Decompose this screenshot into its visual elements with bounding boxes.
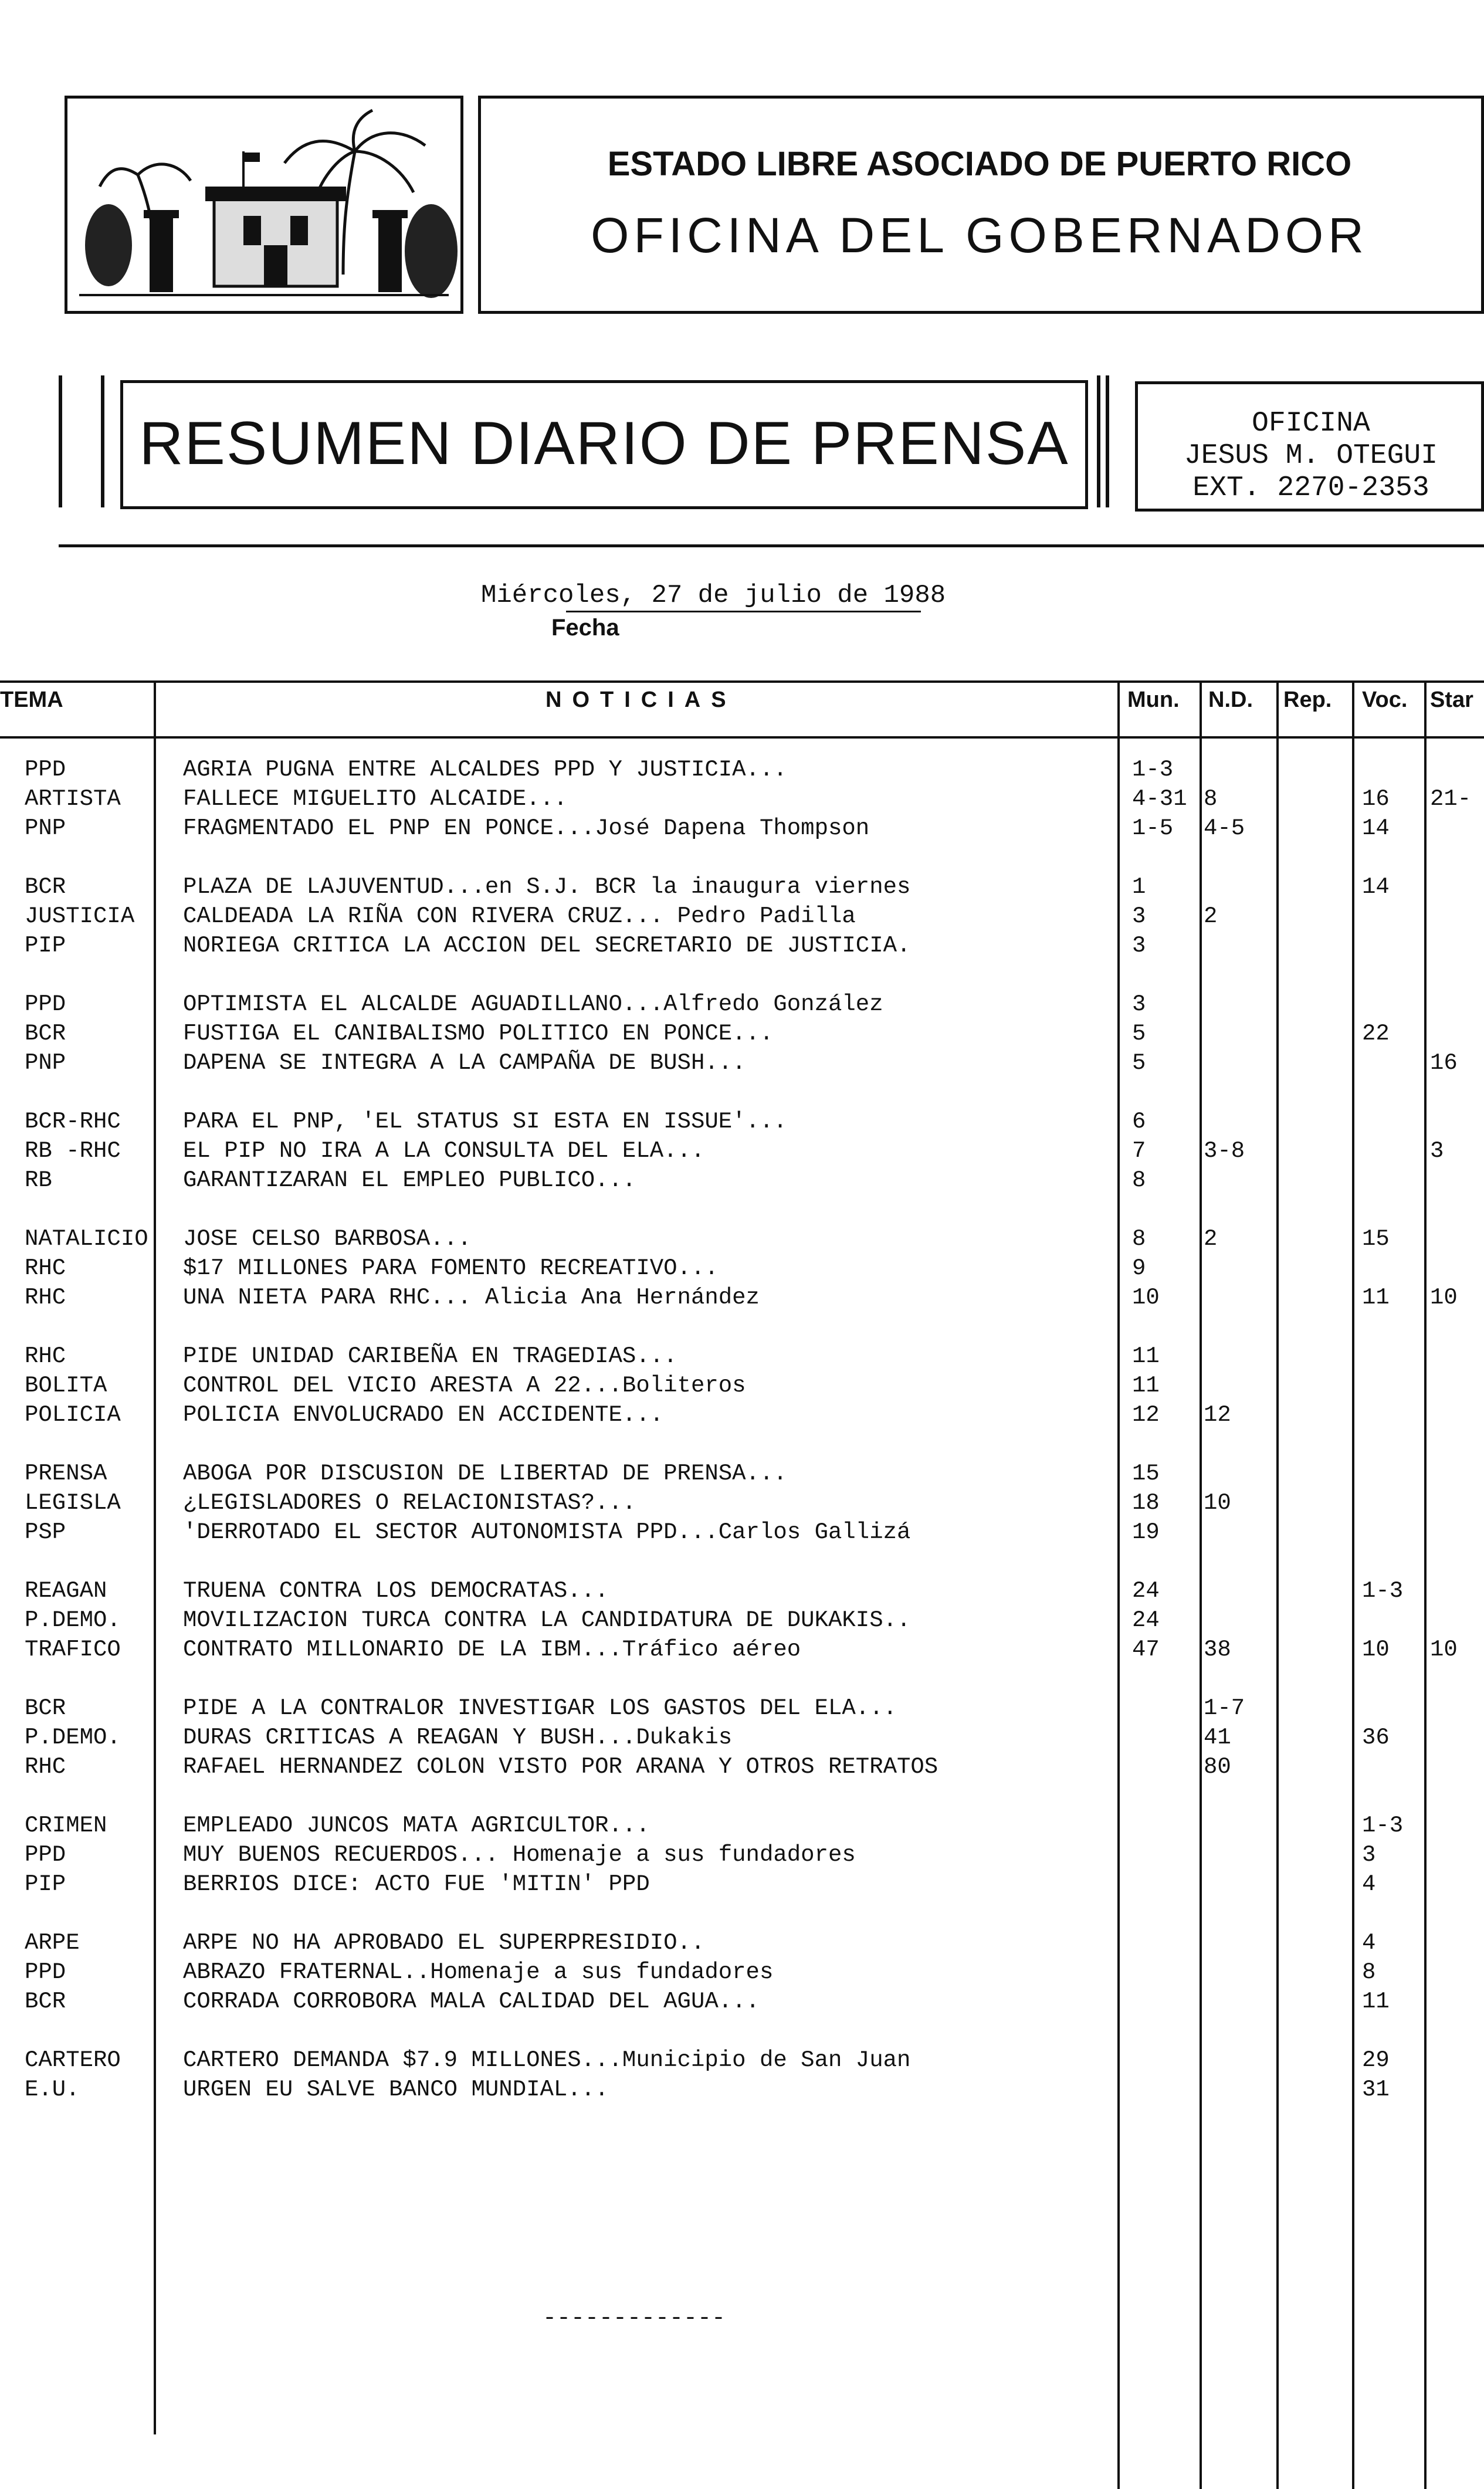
row-star: 21-	[1430, 786, 1472, 812]
report-title: RESUMEN DIARIO DE PRENSA	[139, 409, 1069, 478]
row-star: 16	[1430, 1050, 1458, 1076]
table-row	[0, 1959, 1484, 1989]
report-title-box	[120, 380, 1088, 509]
row-tema: BCR	[25, 1021, 66, 1047]
row-noticia: EMPLEADO JUNCOS MATA AGRICULTOR...	[183, 1813, 650, 1838]
row-mun: 24	[1132, 1607, 1160, 1633]
row-noticia: URGEN EU SALVE BANCO MUNDIAL...	[183, 2077, 609, 2102]
date-underline	[566, 611, 921, 612]
row-mun: 47	[1132, 1637, 1160, 1662]
table-row	[0, 1343, 1484, 1373]
row-noticia: ¿LEGISLADORES O RELACIONISTAS?...	[183, 1490, 636, 1516]
row-tema: BCR	[25, 1989, 66, 2014]
row-noticia: CORRADA CORROBORA MALA CALIDAD DEL AGUA...	[183, 1989, 760, 2014]
row-noticia: CONTRATO MILLONARIO DE LA IBM...Tráfico aéreo	[183, 1637, 801, 1662]
row-tema: RHC	[25, 1255, 66, 1281]
row-tema: PRENSA	[25, 1461, 107, 1486]
row-nd: 1-7	[1204, 1695, 1245, 1721]
row-noticia: PIDE UNIDAD CARIBEÑA EN TRAGEDIAS...	[183, 1343, 677, 1369]
office-contact-name: JESUS M. OTEGUI	[1184, 440, 1438, 472]
row-mun: 24	[1132, 1578, 1160, 1604]
table-row	[0, 1695, 1484, 1725]
row-noticia: ABRAZO FRATERNAL..Homenaje a sus fundadores	[183, 1959, 774, 1985]
row-voc: 1-3	[1362, 1578, 1404, 1604]
header-divider	[59, 544, 1484, 547]
row-mun: 8	[1132, 1226, 1146, 1252]
row-mun: 11	[1132, 1343, 1160, 1369]
row-noticia: ABOGA POR DISCUSION DE LIBERTAD DE PRENSA...	[183, 1461, 787, 1486]
row-nd: 2	[1204, 1226, 1218, 1252]
fortaleza-engraving-image	[67, 99, 460, 311]
row-noticia: $17 MILLONES PARA FOMENTO RECREATIVO...	[183, 1255, 719, 1281]
table-row	[0, 1167, 1484, 1197]
table-row	[0, 1490, 1484, 1519]
row-tema: PPD	[25, 757, 66, 783]
table-row	[0, 933, 1484, 962]
title-right-rule-2	[1106, 375, 1109, 507]
table-row	[0, 2047, 1484, 2077]
row-noticia: CARTERO DEMANDA $7.9 MILLONES...Municipio de San Juan	[183, 2047, 911, 2073]
row-tema: PPD	[25, 991, 66, 1017]
col-header-nd: N.D.	[1208, 688, 1253, 712]
table-row	[0, 1813, 1484, 1842]
table-row	[0, 1637, 1484, 1666]
table-row	[0, 874, 1484, 903]
table-row	[0, 1109, 1484, 1138]
office-extension: EXT. 2270-2353	[1192, 472, 1429, 504]
row-nd: 3-8	[1204, 1138, 1245, 1164]
row-tema: RHC	[25, 1343, 66, 1369]
row-tema: P.DEMO.	[25, 1725, 121, 1750]
row-noticia: TRUENA CONTRA LOS DEMOCRATAS...	[183, 1578, 609, 1604]
table-row	[0, 1989, 1484, 2018]
row-mun: 18	[1132, 1490, 1160, 1516]
row-voc: 22	[1362, 1021, 1390, 1047]
row-mun: 15	[1132, 1461, 1160, 1486]
row-mun: 6	[1132, 1109, 1146, 1135]
table-row	[0, 1226, 1484, 1255]
row-mun: 19	[1132, 1519, 1160, 1545]
col-header-voc: Voc.	[1362, 688, 1408, 712]
row-noticia: BERRIOS DICE: ACTO FUE 'MITIN' PPD	[183, 1871, 650, 1897]
row-noticia: FALLECE MIGUELITO ALCAIDE...	[183, 786, 568, 812]
row-noticia: DAPENA SE INTEGRA A LA CAMPAÑA DE BUSH...	[183, 1050, 746, 1076]
row-mun: 4-31	[1132, 786, 1187, 812]
table-row	[0, 1578, 1484, 1607]
row-tema: JUSTICIA	[25, 903, 135, 929]
row-mun: 3	[1132, 903, 1146, 929]
table-row	[0, 1842, 1484, 1871]
date-label: Fecha	[551, 615, 619, 641]
row-nd: 2	[1204, 903, 1218, 929]
office-contact-box	[1135, 381, 1484, 512]
table-row	[0, 991, 1484, 1021]
row-noticia: PLAZA DE LAJUVENTUD...en S.J. BCR la inaugura viernes	[183, 874, 911, 900]
row-mun: 5	[1132, 1050, 1146, 1076]
row-noticia: OPTIMISTA EL ALCALDE AGUADILLANO...Alfredo González	[183, 991, 883, 1017]
table-row	[0, 1754, 1484, 1783]
row-tema: E.U.	[25, 2077, 80, 2102]
row-nd: 4-5	[1204, 815, 1245, 841]
col-header-star: Star	[1430, 688, 1473, 712]
logo-box	[65, 96, 463, 314]
row-voc: 1-3	[1362, 1813, 1404, 1838]
row-tema: RHC	[25, 1285, 66, 1310]
row-voc: 11	[1362, 1989, 1390, 2014]
table-row	[0, 1725, 1484, 1754]
table-row	[0, 1461, 1484, 1490]
title-left-rule-1	[59, 375, 62, 507]
row-voc: 11	[1362, 1285, 1390, 1310]
row-noticia: MOVILIZACION TURCA CONTRA LA CANDIDATURA DE DUKAKIS..	[183, 1607, 911, 1633]
row-mun: 3	[1132, 991, 1146, 1017]
row-voc: 10	[1362, 1637, 1390, 1662]
row-noticia: FRAGMENTADO EL PNP EN PONCE...José Dapena Thompson	[183, 815, 870, 841]
row-mun: 7	[1132, 1138, 1146, 1164]
state-name: ESTADO LIBRE ASOCIADO DE PUERTO RICO	[607, 145, 1352, 183]
row-noticia: GARANTIZARAN EL EMPLEO PUBLICO...	[183, 1167, 636, 1193]
row-tema: RB -RHC	[25, 1138, 121, 1164]
row-noticia: UNA NIETA PARA RHC... Alicia Ana Hernández	[183, 1285, 760, 1310]
table-row	[0, 1373, 1484, 1402]
office-name: OFICINA DEL GOBERNADOR	[591, 208, 1368, 263]
row-noticia: AGRIA PUGNA ENTRE ALCALDES PPD Y JUSTICIA...	[183, 757, 787, 783]
row-tema: PNP	[25, 815, 66, 841]
row-tema: PPD	[25, 1842, 66, 1868]
row-noticia: EL PIP NO IRA A LA CONSULTA DEL ELA...	[183, 1138, 705, 1164]
row-noticia: FUSTIGA EL CANIBALISMO POLITICO EN PONCE...	[183, 1021, 774, 1047]
row-noticia: PIDE A LA CONTRALOR INVESTIGAR LOS GASTOS DEL ELA...	[183, 1695, 897, 1721]
table-row	[0, 1871, 1484, 1901]
row-noticia: MUY BUENOS RECUERDOS... Homenaje a sus fundadores	[183, 1842, 856, 1868]
row-tema: TRAFICO	[25, 1637, 121, 1662]
row-voc: 8	[1362, 1959, 1376, 1985]
table-row	[0, 1607, 1484, 1637]
row-tema: POLICIA	[25, 1402, 121, 1428]
table-row	[0, 903, 1484, 933]
row-noticia: JOSE CELSO BARBOSA...	[183, 1226, 472, 1252]
row-tema: RHC	[25, 1754, 66, 1780]
row-voc: 16	[1362, 786, 1390, 812]
row-tema: ARTISTA	[25, 786, 121, 812]
table-row	[0, 1285, 1484, 1314]
row-star: 3	[1430, 1138, 1444, 1164]
row-mun: 12	[1132, 1402, 1160, 1428]
row-mun: 1-3	[1132, 757, 1174, 783]
row-nd: 41	[1204, 1725, 1231, 1750]
row-tema: LEGISLA	[25, 1490, 121, 1516]
row-mun: 1-5	[1132, 815, 1174, 841]
table-row	[0, 1930, 1484, 1959]
table-row	[0, 786, 1484, 815]
row-voc: 31	[1362, 2077, 1390, 2102]
col-header-rep: Rep.	[1283, 688, 1332, 712]
row-tema: RB	[25, 1167, 52, 1193]
row-tema: ARPE	[25, 1930, 80, 1956]
row-mun: 3	[1132, 933, 1146, 959]
row-noticia: CALDEADA LA RIÑA CON RIVERA CRUZ... Pedro Padilla	[183, 903, 856, 929]
row-nd: 38	[1204, 1637, 1231, 1662]
row-noticia: NORIEGA CRITICA LA ACCION DEL SECRETARIO DE JUSTICIA.	[183, 933, 911, 959]
row-voc: 15	[1362, 1226, 1390, 1252]
row-voc: 29	[1362, 2047, 1390, 2073]
col-header-mun: Mun.	[1127, 688, 1180, 712]
col-header-tema: TEMA	[0, 688, 63, 712]
table-row	[0, 1402, 1484, 1431]
agency-header-box	[478, 96, 1484, 314]
row-nd: 12	[1204, 1402, 1231, 1428]
col-header-noticias: NOTICIAS	[546, 688, 737, 712]
table-row	[0, 1050, 1484, 1079]
row-tema: BCR	[25, 1695, 66, 1721]
footer-rule: -------------	[543, 2305, 726, 2332]
row-voc: 36	[1362, 1725, 1390, 1750]
row-tema: BOLITA	[25, 1373, 107, 1398]
row-tema: PNP	[25, 1050, 66, 1076]
table-header-rule	[0, 736, 1484, 739]
row-tema: PSP	[25, 1519, 66, 1545]
row-tema: BCR-RHC	[25, 1109, 121, 1135]
row-voc: 4	[1362, 1871, 1376, 1897]
row-noticia: CONTROL DEL VICIO ARESTA A 22...Boliteros	[183, 1373, 746, 1398]
report-date: Miércoles, 27 de julio de 1988	[481, 581, 946, 610]
row-tema: PIP	[25, 933, 66, 959]
row-nd: 8	[1204, 786, 1218, 812]
row-noticia: 'DERROTADO EL SECTOR AUTONOMISTA PPD...Carlos Gallizá	[183, 1519, 911, 1545]
table-top-rule	[0, 680, 1484, 683]
row-tema: REAGAN	[25, 1578, 107, 1604]
row-mun: 8	[1132, 1167, 1146, 1193]
row-nd: 10	[1204, 1490, 1231, 1516]
table-row	[0, 2077, 1484, 2106]
row-tema: PPD	[25, 1959, 66, 1985]
row-voc: 14	[1362, 815, 1390, 841]
row-tema: P.DEMO.	[25, 1607, 121, 1633]
row-noticia: PARA EL PNP, 'EL STATUS SI ESTA EN ISSUE'...	[183, 1109, 787, 1135]
row-tema: CRIMEN	[25, 1813, 107, 1838]
table-row	[0, 1255, 1484, 1285]
row-mun: 9	[1132, 1255, 1146, 1281]
row-noticia: RAFAEL HERNANDEZ COLON VISTO POR ARANA Y OTROS RETRATOS	[183, 1754, 938, 1780]
table-row	[0, 815, 1484, 845]
row-noticia: POLICIA ENVOLUCRADO EN ACCIDENTE...	[183, 1402, 664, 1428]
row-star: 10	[1430, 1637, 1458, 1662]
row-mun: 10	[1132, 1285, 1160, 1310]
row-mun: 11	[1132, 1373, 1160, 1398]
row-tema: NATALICIO	[25, 1226, 148, 1252]
row-mun: 1	[1132, 874, 1146, 900]
row-voc: 3	[1362, 1842, 1376, 1868]
row-voc: 14	[1362, 874, 1390, 900]
table-row	[0, 757, 1484, 786]
title-right-rule-1	[1097, 375, 1100, 507]
row-noticia: ARPE NO HA APROBADO EL SUPERPRESIDIO..	[183, 1930, 705, 1956]
row-tema: CARTERO	[25, 2047, 121, 2073]
row-tema: PIP	[25, 1871, 66, 1897]
row-noticia: DURAS CRITICAS A REAGAN Y BUSH...Dukakis	[183, 1725, 733, 1750]
row-tema: BCR	[25, 874, 66, 900]
office-label: OFICINA	[1252, 408, 1370, 439]
row-nd: 80	[1204, 1754, 1231, 1780]
title-left-rule-2	[101, 375, 104, 507]
table-row	[0, 1138, 1484, 1167]
row-mun: 5	[1132, 1021, 1146, 1047]
table-row	[0, 1519, 1484, 1549]
row-star: 10	[1430, 1285, 1458, 1310]
table-row	[0, 1021, 1484, 1050]
row-voc: 4	[1362, 1930, 1376, 1956]
